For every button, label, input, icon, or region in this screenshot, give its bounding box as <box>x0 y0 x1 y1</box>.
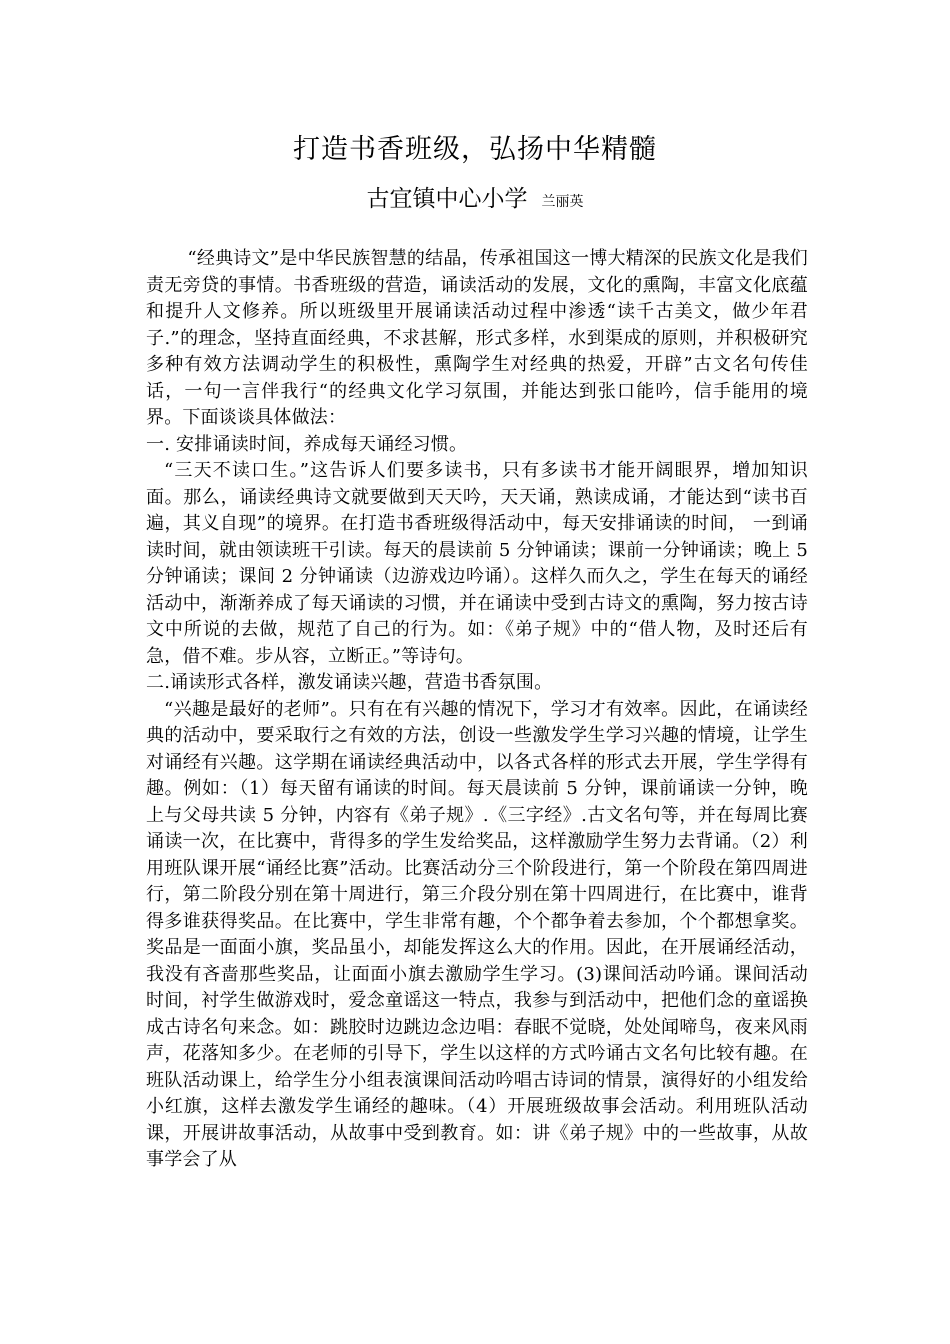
paragraph-intro: “经典诗文”是中华民族智慧的结晶，传承祖国这一博大精深的民族文化是我们责无旁贷的事情。书香班级的营造，诵读活动的发展，文化的熏陶，丰富文化底蕴和提升人文修养。所以班级里开展诵读活动过程中渗透“读千古美文，做少年君子.”的理念，坚持直面经典，不求甚解，形式多样，水到渠成的原则，并积极研究多种有效方法调动学生的积极性，熏陶学生对经典的热爱，开辟”古文名句传佳话，一句一言伴我行“的经典文化学习氛围，并能达到张口能吟，信手能用的境界。下面谈谈具体做法： <box>146 248 808 428</box>
school-name: 古宜镇中心小学 <box>366 186 528 212</box>
document-title: 打造书香班级，弘扬中华精髓 <box>293 134 657 165</box>
document-byline <box>0 184 950 214</box>
paragraph-section-2: “兴趣是最好的老师”。只有在有兴趣的情况下，学习才有效率。因此，在诵读经典的活动中，要采取行之有效的方法，创设一些激发学生学习兴趣的情境，让学生对诵经有兴趣。这学期在诵读经典活动中，以各式各样的形式去开展，学生学得有趣。例如：（1）每天留有诵读的时间。每天晨读前 5 分钟，课前诵读一分钟，晚上与父母共读 5 分钟，内容有《弟子规》.《三字经》.古文名句等，并在每周比赛诵读一次，在比赛中，背得多的学生发给奖品，这样激励学生努力去背诵。（2）利用班队课开展“诵经比赛”活动。比赛活动分三个阶段进行，第一个阶段在第四周进行，第二阶段分别在第十周进行，第三介段分别在第十四周进行，在比赛中，谁背得多谁获得奖品。在比赛中，学生非常有趣，个个都争着去参加，个个都想拿奖。奖品是一面面小旗，奖品虽小，却能发挥这么大的作用。因此，在开展诵经活动，我没有吝啬那些奖品，让面面小旗去激励学生学习。(3)课间活动吟诵。课间活动时间，衬学生做游戏时，爱念童谣这一特点，我参与到活动中，把他们念的童谣换成古诗名句来念。如：跳胶时边跳边念边唱：春眠不觉晓，处处闻啼鸟，夜来风雨声，花落知多少。在老师的引导下，学生以这样的方式吟诵古文名句比较有趣。在班队活动课上，给学生分小组表演课间活动吟唱古诗词的情景，演得好的小组发给小红旗，这样去激发学生诵经的趣味。（4）开展班级故事会活动。利用班队活动课，开展讲故事活动，从故事中受到教育。如：讲《弟子规》中的一些故事，从故事学会了从 <box>146 698 808 1170</box>
paragraph-section-1: “三天不读口生。”这告诉人们要多读书，只有多读书才能开阔眼界，增加知识面。那么，诵读经典诗文就要做到天天吟，天天诵，熟读成诵，才能达到“读书百遍，其义自现”的境界。在打造书香班级得活动中，每天安排诵读的时间， 一到诵读时间，就由领读班干引读。每天的晨读前 5 分钟诵读；课前一分钟诵读；晚上 5 分钟诵读；课间 2 分钟诵读（边游戏边吟诵）。这样久而久之，学生在每天的诵经活动中，渐渐养成了每天诵读的习惯，并在诵读中受到古诗文的熏陶，努力按古诗文中所说的去做，规范了自己的行为。如：《弟子规》中的“借人物，及时还后有急，借不难。步从容，立断正。”等诗句。 <box>146 460 808 667</box>
section-heading-2: 二.诵读形式各样，激发诵读兴趣，营造书香氛围。 <box>146 672 553 693</box>
section-heading-1: 一. 安排诵读时间，养成每天诵经习惯。 <box>146 433 468 455</box>
document-body <box>146 246 808 1174</box>
author-name: 兰丽英 <box>541 194 584 210</box>
